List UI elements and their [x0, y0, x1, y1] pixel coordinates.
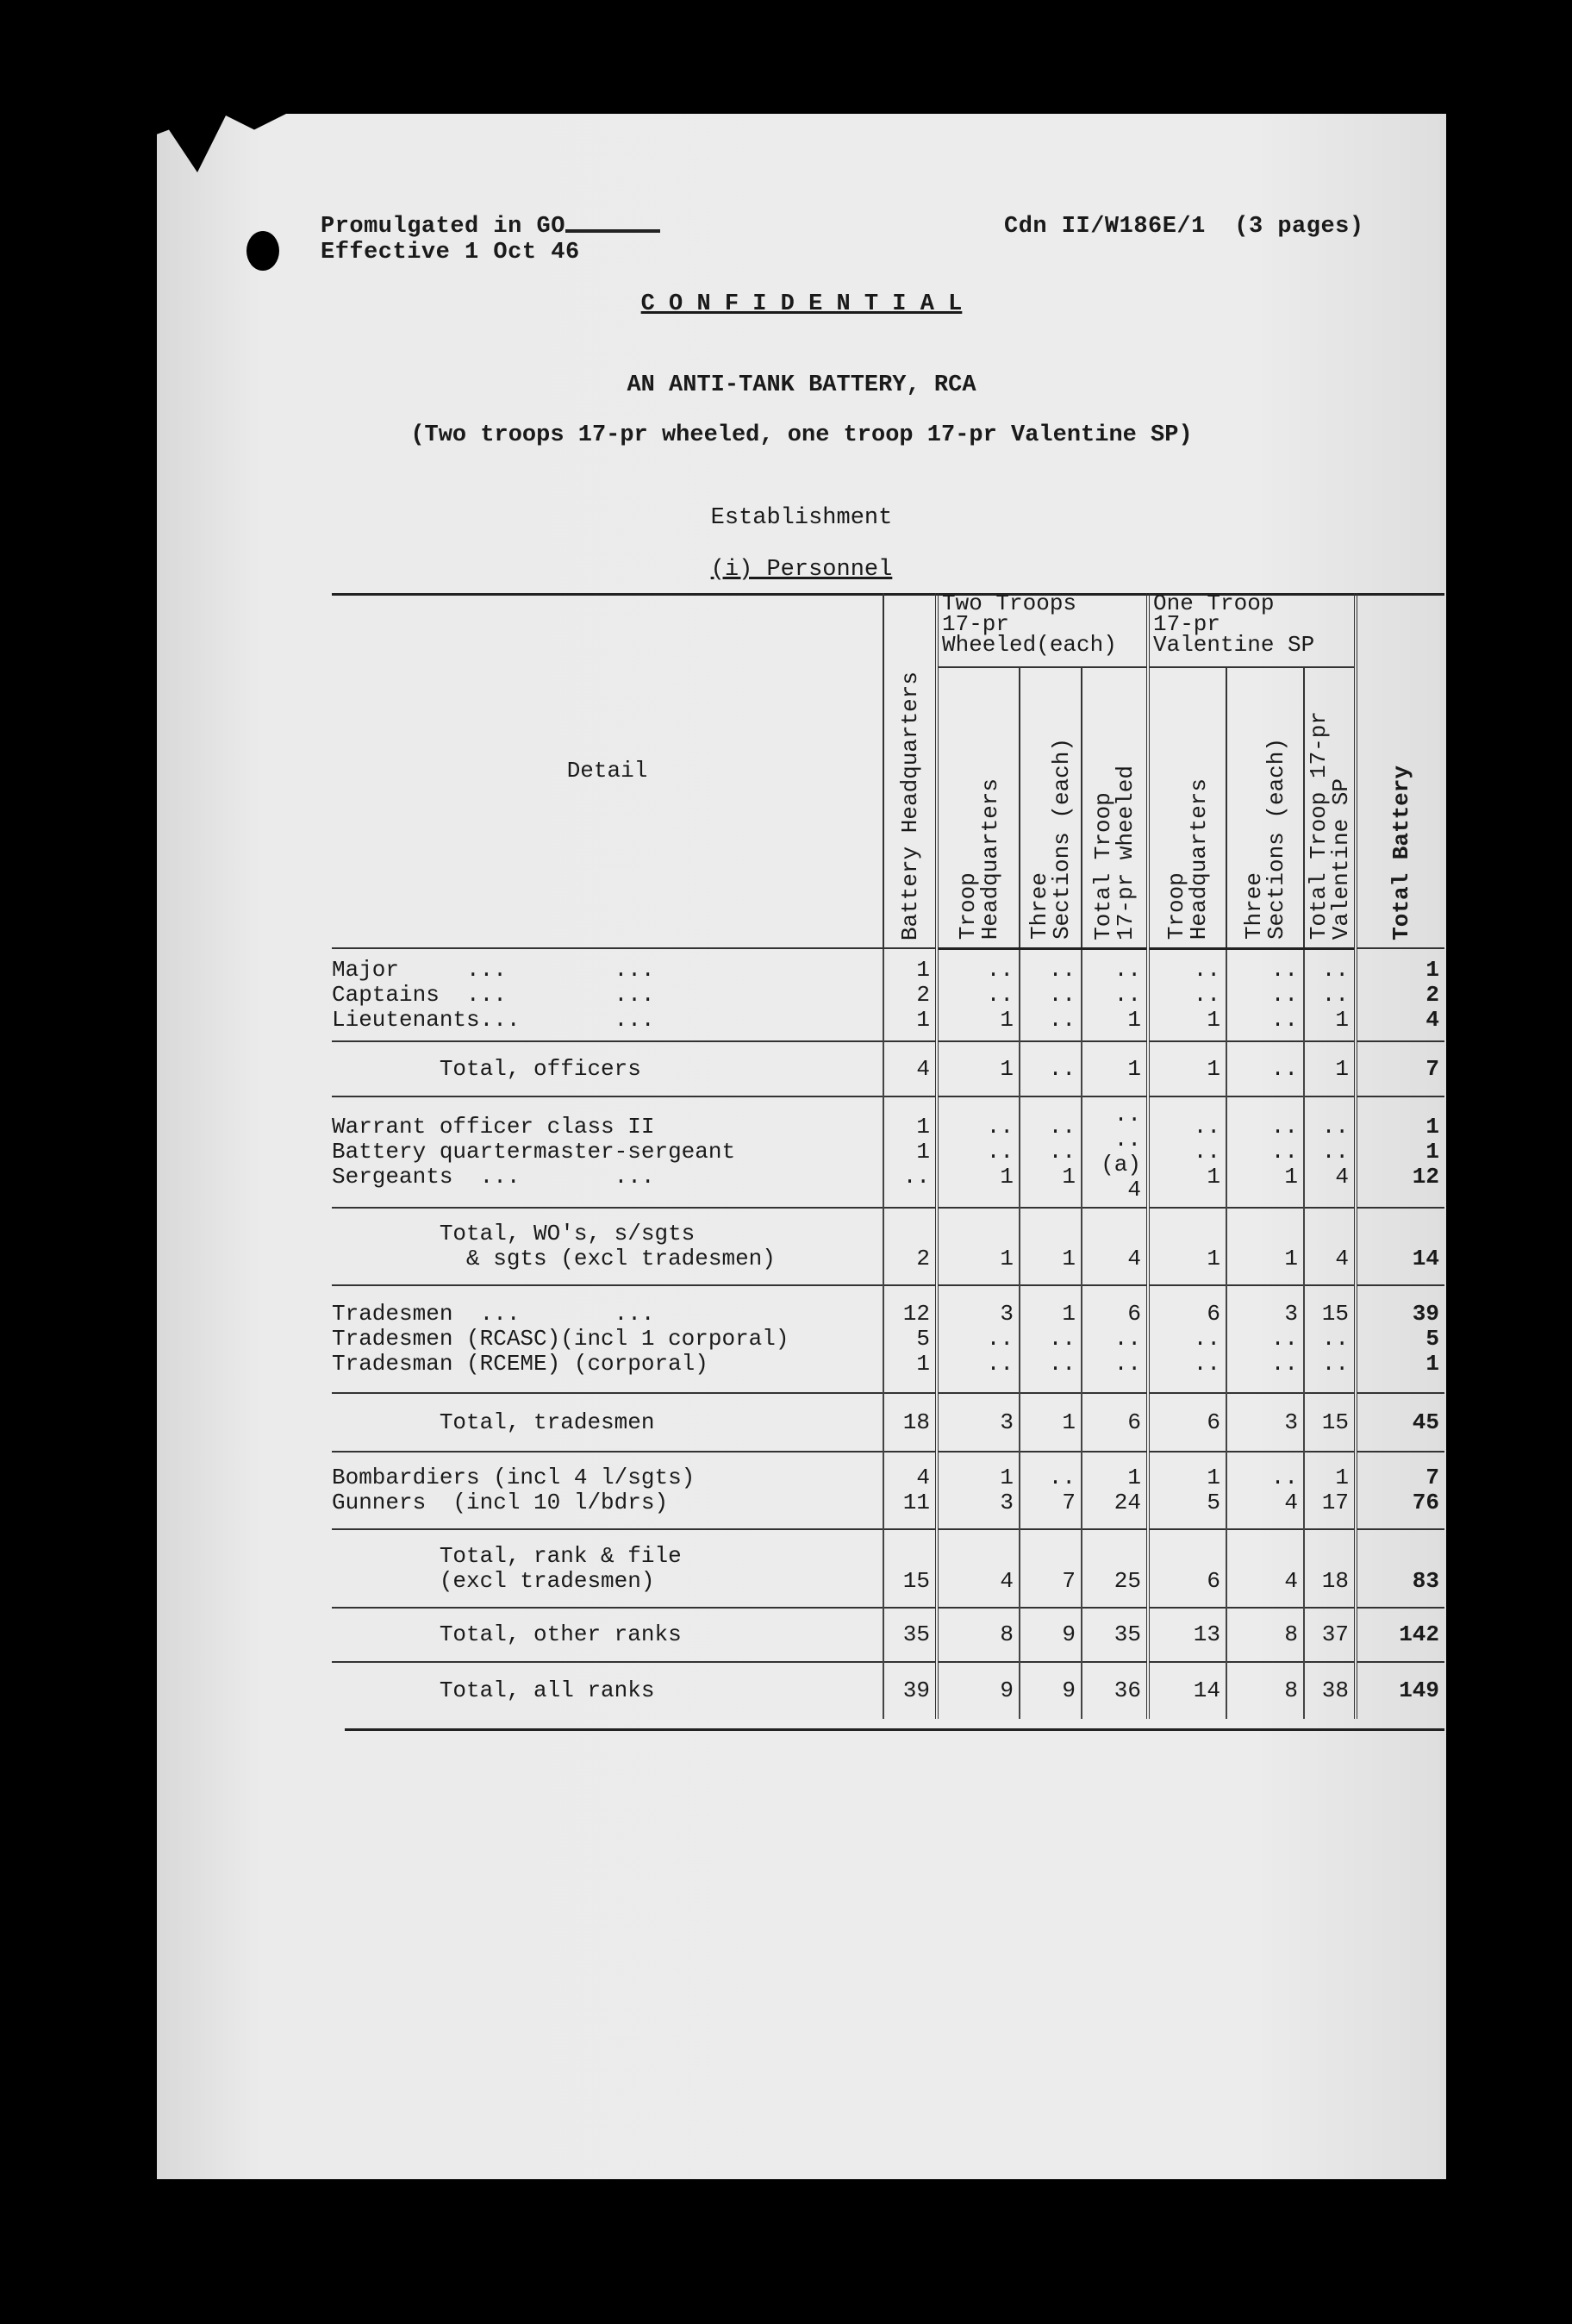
- cell-value: [939, 1544, 1014, 1569]
- cell-value: ..: [1270, 956, 1298, 983]
- value-cell: [1148, 948, 1226, 1041]
- value-cell: [883, 1208, 937, 1285]
- value-cell: [1226, 1041, 1304, 1096]
- value-cell: [1304, 1529, 1356, 1608]
- cell-value: 1: [1425, 1139, 1439, 1165]
- value-cell: [883, 1662, 937, 1719]
- cell-value: [1357, 1544, 1439, 1569]
- column-header: Total Battery: [1356, 593, 1444, 948]
- row-detail: [332, 1662, 883, 1719]
- cell-value: [1020, 1221, 1076, 1246]
- cell-value: ..: [1193, 1351, 1220, 1377]
- row-detail: [332, 1096, 883, 1208]
- cell-value: ..: [1114, 1101, 1141, 1128]
- value-cell: [1148, 1285, 1226, 1393]
- cell-value: 1: [916, 1139, 930, 1165]
- value-cell: [1356, 948, 1444, 1041]
- cell-value: (a) 4: [1101, 1151, 1141, 1203]
- cell-value: ..: [1193, 981, 1220, 1008]
- cell-value: ..: [1114, 956, 1141, 983]
- promulgated-line: [321, 214, 660, 240]
- cell-value: 2: [1425, 981, 1439, 1008]
- cell-value: 18: [902, 1409, 930, 1435]
- value-cell: [1304, 1208, 1356, 1285]
- group-header-row: [332, 593, 1444, 667]
- cell-value: ..: [1321, 1114, 1349, 1140]
- value-cell: [1082, 1452, 1148, 1529]
- cell-value: [884, 1544, 930, 1569]
- cell-value: ..: [986, 956, 1014, 983]
- value-cell: [1304, 1662, 1356, 1719]
- cell-value: 5: [1425, 1326, 1439, 1352]
- value-cell: [937, 1393, 1020, 1452]
- cell-value: ..: [1114, 981, 1141, 1008]
- value-cell: [1356, 1208, 1444, 1285]
- section-heading: Establishment: [710, 505, 893, 531]
- value-cell: [937, 1452, 1020, 1529]
- value-cell: [1356, 1452, 1444, 1529]
- detail-line: Tradesmen (RCASC)(incl 1 corporal): [332, 1326, 789, 1352]
- document-reference: Cdn II/W186E/1 (3 pages): [1004, 214, 1364, 240]
- cell-value: 1: [1425, 956, 1439, 983]
- cell-value: ..: [1270, 1326, 1298, 1352]
- cell-value: 1: [916, 1006, 930, 1033]
- value-cell: [1082, 1285, 1148, 1393]
- detail-line: Total, all ranks: [332, 1677, 655, 1703]
- cell-value: ..: [1321, 1351, 1349, 1377]
- detail-line: Bombardiers (incl 4 l/sgts): [332, 1465, 696, 1490]
- value-cell: [1020, 1608, 1082, 1662]
- cell-value: 6: [1207, 1301, 1220, 1327]
- cell-value: 1: [1000, 1164, 1014, 1190]
- cell-value: 1: [1207, 1246, 1220, 1271]
- cell-value: 1: [1000, 1465, 1014, 1490]
- table-row: [332, 1608, 1444, 1662]
- cell-value: 24: [1114, 1490, 1141, 1515]
- value-cell: [1356, 1608, 1444, 1662]
- row-detail: [332, 948, 883, 1041]
- cell-value: [1305, 1544, 1349, 1569]
- cell-value: 1: [1284, 1164, 1298, 1190]
- value-cell: [1082, 1529, 1148, 1608]
- column-header: Total Troop 17-pr wheeled: [1082, 667, 1148, 948]
- detail-line: Tradesman (RCEME) (corporal): [332, 1351, 708, 1377]
- value-cell: [937, 1608, 1020, 1662]
- cell-value: 25: [1114, 1567, 1141, 1594]
- cell-value: ..: [1193, 956, 1220, 983]
- value-cell: [883, 1096, 937, 1208]
- cell-value: 12: [1412, 1164, 1439, 1190]
- row-detail: [332, 1529, 883, 1608]
- table-row: [332, 1208, 1444, 1285]
- cell-value: 142: [1399, 1621, 1439, 1647]
- cell-value: 4: [1425, 1006, 1439, 1033]
- row-detail: [332, 1285, 883, 1393]
- column-header: Three Sections (each): [1226, 667, 1304, 948]
- cell-value: ..: [1048, 1055, 1076, 1082]
- cell-value: [1227, 1544, 1298, 1569]
- value-cell: [1226, 1529, 1304, 1608]
- cell-value: 1: [1127, 1055, 1141, 1082]
- cell-value: 4: [1284, 1490, 1298, 1515]
- value-cell: [937, 1285, 1020, 1393]
- cell-value: 6: [1207, 1567, 1220, 1594]
- value-cell: [1304, 1285, 1356, 1393]
- group-header-valentine: One Troop 17-pr Valentine SP: [1148, 593, 1356, 667]
- cell-value: 9: [1062, 1621, 1076, 1647]
- cell-value: ..: [1321, 1139, 1349, 1165]
- column-header: Troop Headquarters: [937, 667, 1020, 948]
- cell-value: 1: [1335, 1055, 1349, 1082]
- cell-value: ..: [1048, 1351, 1076, 1377]
- value-cell: [937, 1529, 1020, 1608]
- cell-value: 1: [1062, 1409, 1076, 1435]
- table-row: [332, 1393, 1444, 1452]
- value-cell: [883, 1393, 937, 1452]
- cell-value: ..: [986, 1351, 1014, 1377]
- cell-value: 1: [1000, 1006, 1014, 1033]
- cell-value: 8: [1284, 1621, 1298, 1647]
- table-row: [332, 1041, 1444, 1096]
- cell-value: ..: [902, 1164, 930, 1190]
- cell-value: 35: [1114, 1621, 1141, 1647]
- cell-value: 12: [902, 1301, 930, 1327]
- cell-value: 1: [1127, 1465, 1141, 1490]
- value-cell: [1226, 1285, 1304, 1393]
- cell-value: 36: [1114, 1677, 1141, 1703]
- cell-value: ..: [986, 981, 1014, 1008]
- cell-value: 3: [1000, 1301, 1014, 1327]
- value-cell: [1020, 948, 1082, 1041]
- punch-hole: [246, 231, 279, 271]
- cell-value: [1150, 1544, 1220, 1569]
- cell-value: 1: [1335, 1006, 1349, 1033]
- value-cell: [1148, 1041, 1226, 1096]
- detail-line: Gunners (incl 10 l/bdrs): [332, 1490, 669, 1515]
- group-header-wheeled: Two Troops 17-pr Wheeled(each): [937, 593, 1148, 667]
- cell-value: 15: [1321, 1301, 1349, 1327]
- table-row: [332, 1662, 1444, 1719]
- value-cell: [1226, 1393, 1304, 1452]
- cell-value: 6: [1207, 1409, 1220, 1435]
- value-cell: [883, 1285, 937, 1393]
- value-cell: [1082, 948, 1148, 1041]
- cell-value: 39: [1412, 1301, 1439, 1327]
- cell-value: ..: [1270, 981, 1298, 1008]
- cell-value: ..: [1321, 1326, 1349, 1352]
- value-cell: [1148, 1208, 1226, 1285]
- cell-value: ..: [1048, 1114, 1076, 1140]
- value-cell: [937, 1208, 1020, 1285]
- value-cell: [883, 1608, 937, 1662]
- cell-value: 1: [1207, 1055, 1220, 1082]
- value-cell: [937, 1041, 1020, 1096]
- cell-value: 4: [916, 1055, 930, 1082]
- cell-value: 83: [1412, 1567, 1439, 1594]
- value-cell: [1356, 1662, 1444, 1719]
- cell-value: ..: [1193, 1139, 1220, 1165]
- row-detail: [332, 1452, 883, 1529]
- value-cell: [1148, 1393, 1226, 1452]
- table-row: [332, 1452, 1444, 1529]
- value-cell: [1082, 1393, 1148, 1452]
- column-header: Total Troop 17-pr Valentine SP: [1304, 667, 1356, 948]
- cell-value: 14: [1193, 1677, 1220, 1703]
- cell-value: 149: [1399, 1677, 1439, 1703]
- cell-value: 37: [1321, 1621, 1349, 1647]
- cell-value: 3: [1000, 1490, 1014, 1515]
- detail-line: Total, tradesmen: [332, 1409, 655, 1435]
- value-cell: [1082, 1096, 1148, 1208]
- cell-value: 15: [1321, 1409, 1349, 1435]
- row-detail: [332, 1608, 883, 1662]
- cell-value: 1: [916, 1114, 930, 1140]
- document-title: AN ANTI-TANK BATTERY, RCA: [627, 372, 976, 398]
- value-cell: [1020, 1096, 1082, 1208]
- value-cell: [1148, 1452, 1226, 1529]
- cell-value: ..: [1321, 956, 1349, 983]
- value-cell: [1226, 1452, 1304, 1529]
- cell-value: ..: [1114, 1351, 1141, 1377]
- value-cell: [883, 948, 937, 1041]
- promulgated-text: Promulgated in GO: [321, 214, 565, 240]
- cell-value: 1: [1062, 1301, 1076, 1327]
- cell-value: [1020, 1544, 1076, 1569]
- value-cell: [1304, 1608, 1356, 1662]
- detail-line: Battery quartermaster-sergeant: [332, 1139, 736, 1165]
- value-cell: [1082, 1608, 1148, 1662]
- cell-value: 4: [1284, 1567, 1298, 1594]
- cell-value: ..: [1321, 981, 1349, 1008]
- document-subtitle: (Two troops 17-pr wheeled, one troop 17-pr Valentine SP): [410, 422, 1193, 448]
- cell-value: 9: [1000, 1677, 1014, 1703]
- table-bottom-rule: [345, 1728, 1444, 1731]
- detail-line: Total, other ranks: [332, 1621, 682, 1647]
- value-cell: [1148, 1529, 1226, 1608]
- cell-value: 1: [1284, 1246, 1298, 1271]
- detail-line: Total, WO's, s/sgts: [332, 1221, 696, 1246]
- value-cell: [1226, 948, 1304, 1041]
- cell-value: 3: [1000, 1409, 1014, 1435]
- detail-line: Total, officers: [332, 1055, 641, 1082]
- cell-value: [1357, 1221, 1439, 1246]
- value-cell: [1020, 1208, 1082, 1285]
- cell-value: 76: [1412, 1490, 1439, 1515]
- value-cell: [1226, 1096, 1304, 1208]
- value-cell: [1304, 1041, 1356, 1096]
- value-cell: [1304, 948, 1356, 1041]
- value-cell: [1226, 1608, 1304, 1662]
- value-cell: [937, 1662, 1020, 1719]
- cell-value: 1: [916, 956, 930, 983]
- table-row: [332, 1285, 1444, 1393]
- value-cell: [1148, 1662, 1226, 1719]
- cell-value: 7: [1062, 1490, 1076, 1515]
- cell-value: ..: [1270, 1055, 1298, 1082]
- cell-value: 3: [1284, 1301, 1298, 1327]
- detail-line: Total, rank & file: [332, 1542, 682, 1569]
- cell-value: ..: [1048, 1465, 1076, 1490]
- cell-value: 3: [1284, 1409, 1298, 1435]
- value-cell: [1226, 1662, 1304, 1719]
- cell-value: [1305, 1221, 1349, 1246]
- cell-value: 18: [1321, 1567, 1349, 1594]
- cell-value: 1: [1062, 1246, 1076, 1271]
- cell-value: 4: [1335, 1246, 1349, 1271]
- cell-value: [884, 1221, 930, 1246]
- cell-value: 17: [1321, 1490, 1349, 1515]
- cell-value: 1: [1207, 1465, 1220, 1490]
- cell-value: 45: [1412, 1409, 1439, 1435]
- cell-value: 4: [1000, 1567, 1014, 1594]
- cell-value: ..: [1270, 1139, 1298, 1165]
- detail-line: Sergeants ... ...: [332, 1164, 655, 1190]
- cell-value: 1: [1425, 1351, 1439, 1377]
- value-cell: [1304, 1452, 1356, 1529]
- row-detail: [332, 1208, 883, 1285]
- cell-value: ..: [1048, 1326, 1076, 1352]
- cell-value: 8: [1000, 1621, 1014, 1647]
- cell-value: [939, 1221, 1014, 1246]
- cell-value: ..: [1048, 1006, 1076, 1033]
- value-cell: [1356, 1393, 1444, 1452]
- detail-line: Major ... ...: [332, 956, 655, 983]
- value-cell: [1020, 1662, 1082, 1719]
- cell-value: 1: [1062, 1164, 1076, 1190]
- cell-value: 1: [1425, 1114, 1439, 1140]
- cell-value: 5: [916, 1326, 930, 1352]
- value-cell: [1148, 1608, 1226, 1662]
- cell-value: 7: [1062, 1567, 1076, 1594]
- value-cell: [1020, 1529, 1082, 1608]
- cell-value: 1: [916, 1351, 930, 1377]
- table-row: [332, 1529, 1444, 1608]
- value-cell: [1356, 1041, 1444, 1096]
- table-row: [332, 1096, 1444, 1208]
- cell-value: ..: [1048, 956, 1076, 983]
- cell-value: ..: [1193, 1114, 1220, 1140]
- cell-value: 13: [1193, 1621, 1220, 1647]
- detail-line: Tradesmen ... ...: [332, 1301, 655, 1327]
- cell-value: ..: [1270, 1351, 1298, 1377]
- detail-line: (excl tradesmen): [332, 1567, 655, 1594]
- value-cell: [1082, 1208, 1148, 1285]
- value-cell: [1020, 1285, 1082, 1393]
- value-cell: [883, 1529, 937, 1608]
- cell-value: ..: [1270, 1006, 1298, 1033]
- table-row: [332, 948, 1444, 1041]
- cell-value: 1: [1127, 1006, 1141, 1033]
- cell-value: 1: [1335, 1465, 1349, 1490]
- column-header: Troop Headquarters: [1148, 667, 1226, 948]
- value-cell: [1356, 1285, 1444, 1393]
- cell-value: ..: [1114, 1126, 1141, 1153]
- cell-value: 7: [1425, 1055, 1439, 1082]
- cell-value: 14: [1412, 1246, 1439, 1271]
- value-cell: [1226, 1208, 1304, 1285]
- cell-value: ..: [986, 1326, 1014, 1352]
- effective-date: Effective 1 Oct 46: [321, 240, 580, 266]
- cell-value: 5: [1207, 1490, 1220, 1515]
- value-cell: [1082, 1041, 1148, 1096]
- cell-value: ..: [986, 1139, 1014, 1165]
- value-cell: [1356, 1529, 1444, 1608]
- blank-line: [565, 214, 660, 233]
- personnel-table: [332, 590, 1444, 1719]
- cell-value: ..: [1048, 981, 1076, 1008]
- value-cell: [1020, 1393, 1082, 1452]
- cell-value: 2: [916, 1246, 930, 1271]
- value-cell: [1082, 1662, 1148, 1719]
- detail-line: Captains ... ...: [332, 981, 655, 1008]
- cell-value: 39: [902, 1677, 930, 1703]
- row-detail: [332, 1393, 883, 1452]
- cell-value: 4: [916, 1465, 930, 1490]
- detail-line: Warrant officer class II: [332, 1114, 655, 1140]
- column-header: Three Sections (each): [1020, 667, 1082, 948]
- cell-value: [1082, 1544, 1141, 1569]
- cell-value: ..: [986, 1114, 1014, 1140]
- cell-value: 1: [1000, 1055, 1014, 1082]
- value-cell: [1304, 1393, 1356, 1452]
- cell-value: 11: [902, 1490, 930, 1515]
- cell-value: ..: [1270, 1114, 1298, 1140]
- cell-value: 35: [902, 1621, 930, 1647]
- cell-value: [1227, 1221, 1298, 1246]
- value-cell: [937, 1096, 1020, 1208]
- cell-value: 1: [1207, 1164, 1220, 1190]
- cell-value: 6: [1127, 1409, 1141, 1435]
- column-header: Battery Headquarters: [883, 593, 937, 948]
- cell-value: ..: [1114, 1326, 1141, 1352]
- subsection-heading: (i) Personnel: [710, 557, 893, 583]
- cell-value: 4: [1335, 1164, 1349, 1190]
- cell-value: 7: [1425, 1465, 1439, 1490]
- value-cell: [883, 1041, 937, 1096]
- cell-value: 38: [1321, 1677, 1349, 1703]
- cell-value: 15: [902, 1567, 930, 1594]
- detail-line: & sgts (excl tradesmen): [332, 1246, 776, 1271]
- value-cell: [1304, 1096, 1356, 1208]
- cell-value: 9: [1062, 1677, 1076, 1703]
- cell-value: 1: [1207, 1006, 1220, 1033]
- cell-value: 2: [916, 981, 930, 1008]
- cell-value: [1082, 1221, 1141, 1246]
- detail-line: Lieutenants... ...: [332, 1006, 655, 1033]
- cell-value: 6: [1127, 1301, 1141, 1327]
- cell-value: ..: [1193, 1326, 1220, 1352]
- value-cell: [1356, 1096, 1444, 1208]
- value-cell: [1020, 1041, 1082, 1096]
- value-cell: [937, 948, 1020, 1041]
- cell-value: 4: [1127, 1246, 1141, 1271]
- cell-value: 8: [1284, 1677, 1298, 1703]
- value-cell: [1148, 1096, 1226, 1208]
- value-cell: [1020, 1452, 1082, 1529]
- cell-value: [1150, 1221, 1220, 1246]
- detail-header: Detail: [566, 757, 648, 784]
- row-detail: [332, 1041, 883, 1096]
- cell-value: ..: [1048, 1139, 1076, 1165]
- cell-value: 1: [1000, 1246, 1014, 1271]
- classification: C O N F I D E N T I A L: [640, 291, 963, 317]
- cell-value: ..: [1270, 1465, 1298, 1490]
- value-cell: [883, 1452, 937, 1529]
